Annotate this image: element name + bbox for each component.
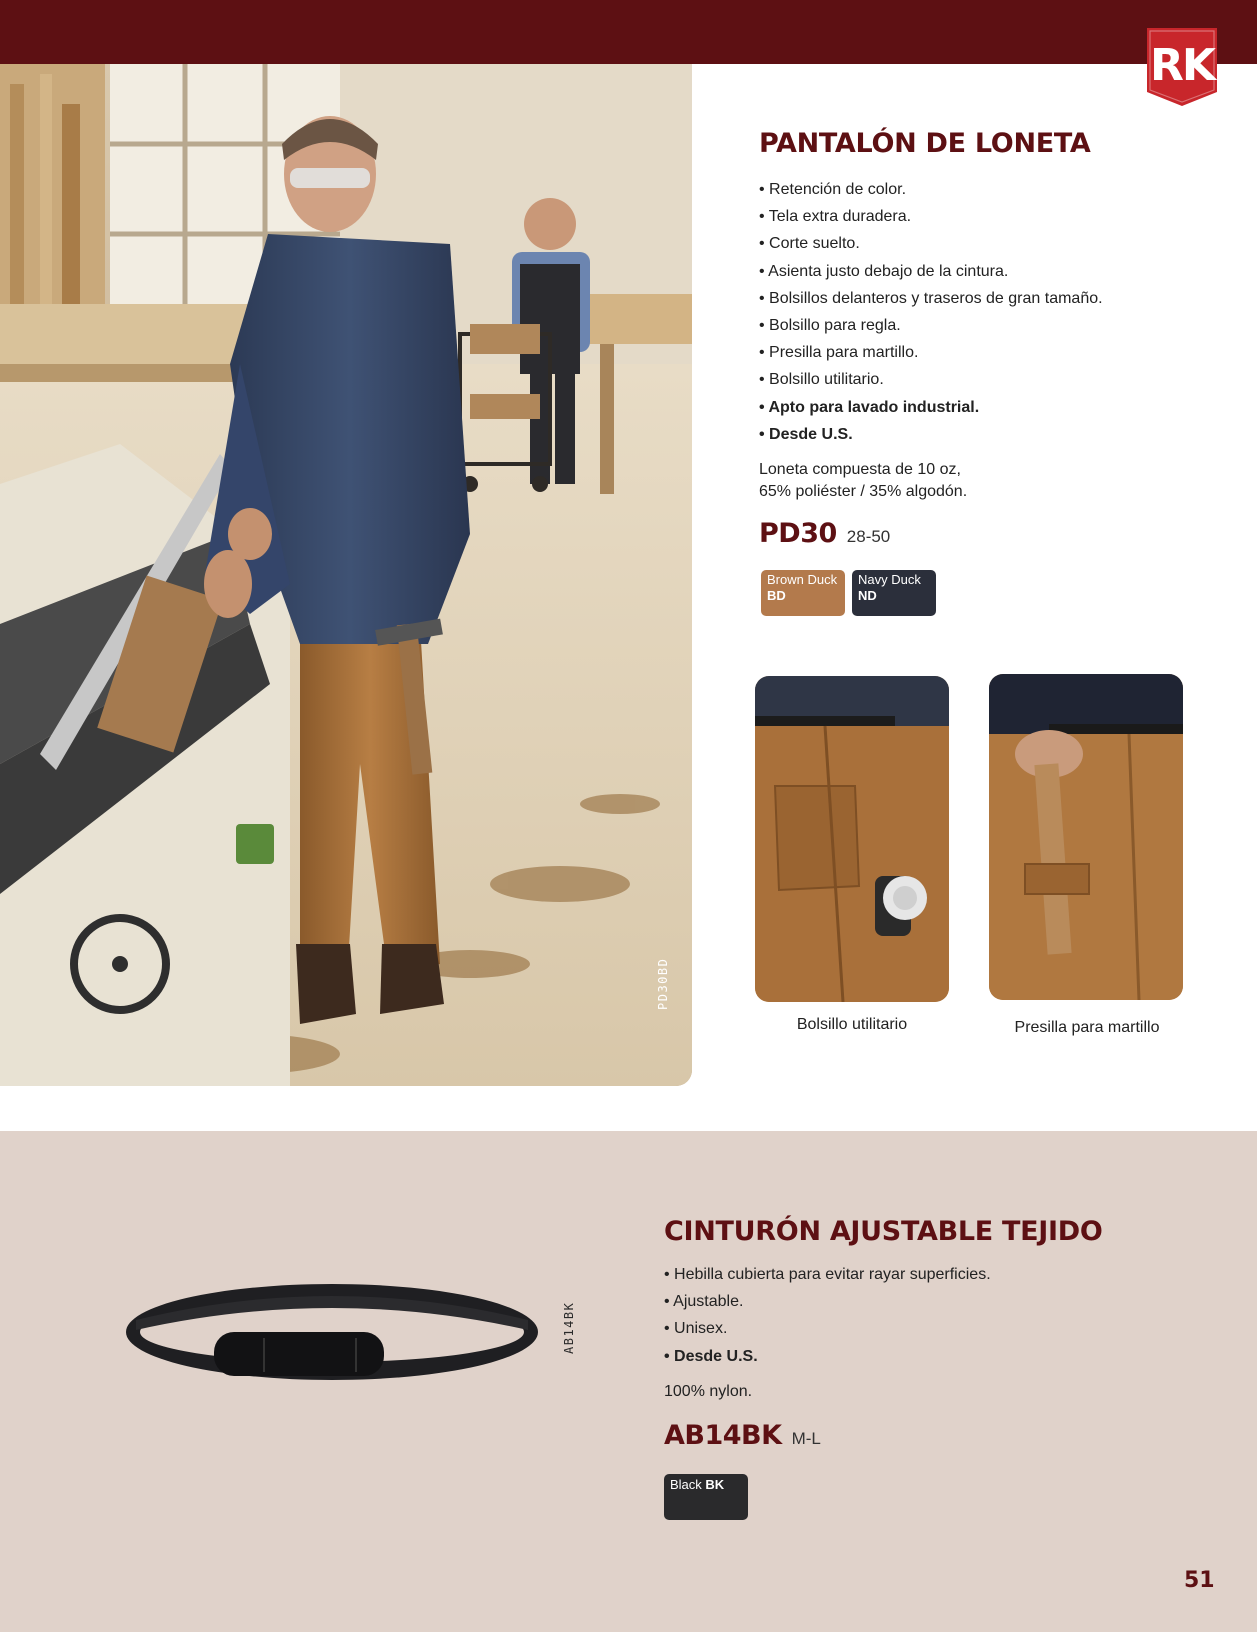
fabric-line: 65% poliéster / 35% algodón. [759,483,968,500]
hero-product-code: PD30BD [656,957,670,1010]
product1-sku-row [759,518,890,549]
product1-title: PANTALÓN DE LONETA [759,128,1091,159]
color-swatch-black[interactable] [664,1474,748,1520]
product1-features [759,176,1103,448]
feature-item: • Hebilla cubierta para evitar rayar superficies. [664,1261,991,1288]
product2-title: CINTURÓN AJUSTABLE TEJIDO [664,1216,1103,1247]
feature-item: • Ajustable. [664,1288,991,1315]
detail-image-hammer-loop [989,674,1183,1000]
swatch-code: BD [767,588,786,603]
feature-item: • Bolsillo para regla. [759,312,1103,339]
page-number: 51 [1184,1568,1215,1593]
feature-item: • Unisex. [664,1315,991,1342]
swatch-code: ND [858,588,877,603]
product1-sku: PD30 [759,518,837,549]
swatch-code: BK [705,1477,725,1492]
detail-caption-utility-pocket: Bolsillo utilitario [796,1016,908,1033]
feature-item: • Retención de color. [759,176,1103,203]
swatch-name: Navy Duck [858,572,921,587]
feature-item: • Desde U.S. [759,421,1103,448]
product2-sku-row [664,1420,821,1451]
belt-image-code: AB14BK [562,1301,576,1354]
svg-text:RK: RK [1150,40,1214,91]
feature-item: • Tela extra duradera. [759,203,1103,230]
fabric-line: Loneta compuesta de 10 oz, [759,461,961,478]
feature-item: • Presilla para martillo. [759,339,1103,366]
color-swatch-navy-duck[interactable] [852,570,936,616]
product1-sizes: 28-50 [846,527,891,546]
feature-item: • Corte suelto. [759,230,1103,257]
hero-image [0,64,692,1086]
feature-item: • Desde U.S. [664,1343,991,1370]
detail-caption-hammer-loop: Presilla para martillo [1014,1019,1160,1036]
feature-item: • Asienta justo debajo de la cintura. [759,258,1103,285]
belt-image [124,1280,544,1384]
product2-sizes: M-L [791,1429,821,1448]
product2-material: 100% nylon. [664,1383,753,1400]
product1-fabric [759,459,967,503]
product2-sku: AB14BK [664,1420,782,1451]
swatch-name: Brown Duck [767,572,838,587]
feature-item: • Bolsillo utilitario. [759,366,1103,393]
product2-features [664,1261,991,1370]
color-swatch-brown-duck[interactable] [761,570,845,616]
rk-logo [1144,28,1220,106]
feature-item: • Apto para lavado industrial. [759,394,1103,421]
header-bar [0,0,1257,64]
feature-item: • Bolsillos delanteros y traseros de gran tamaño. [759,285,1103,312]
detail-image-utility-pocket [755,676,949,1002]
swatch-name: Black [670,1477,702,1492]
